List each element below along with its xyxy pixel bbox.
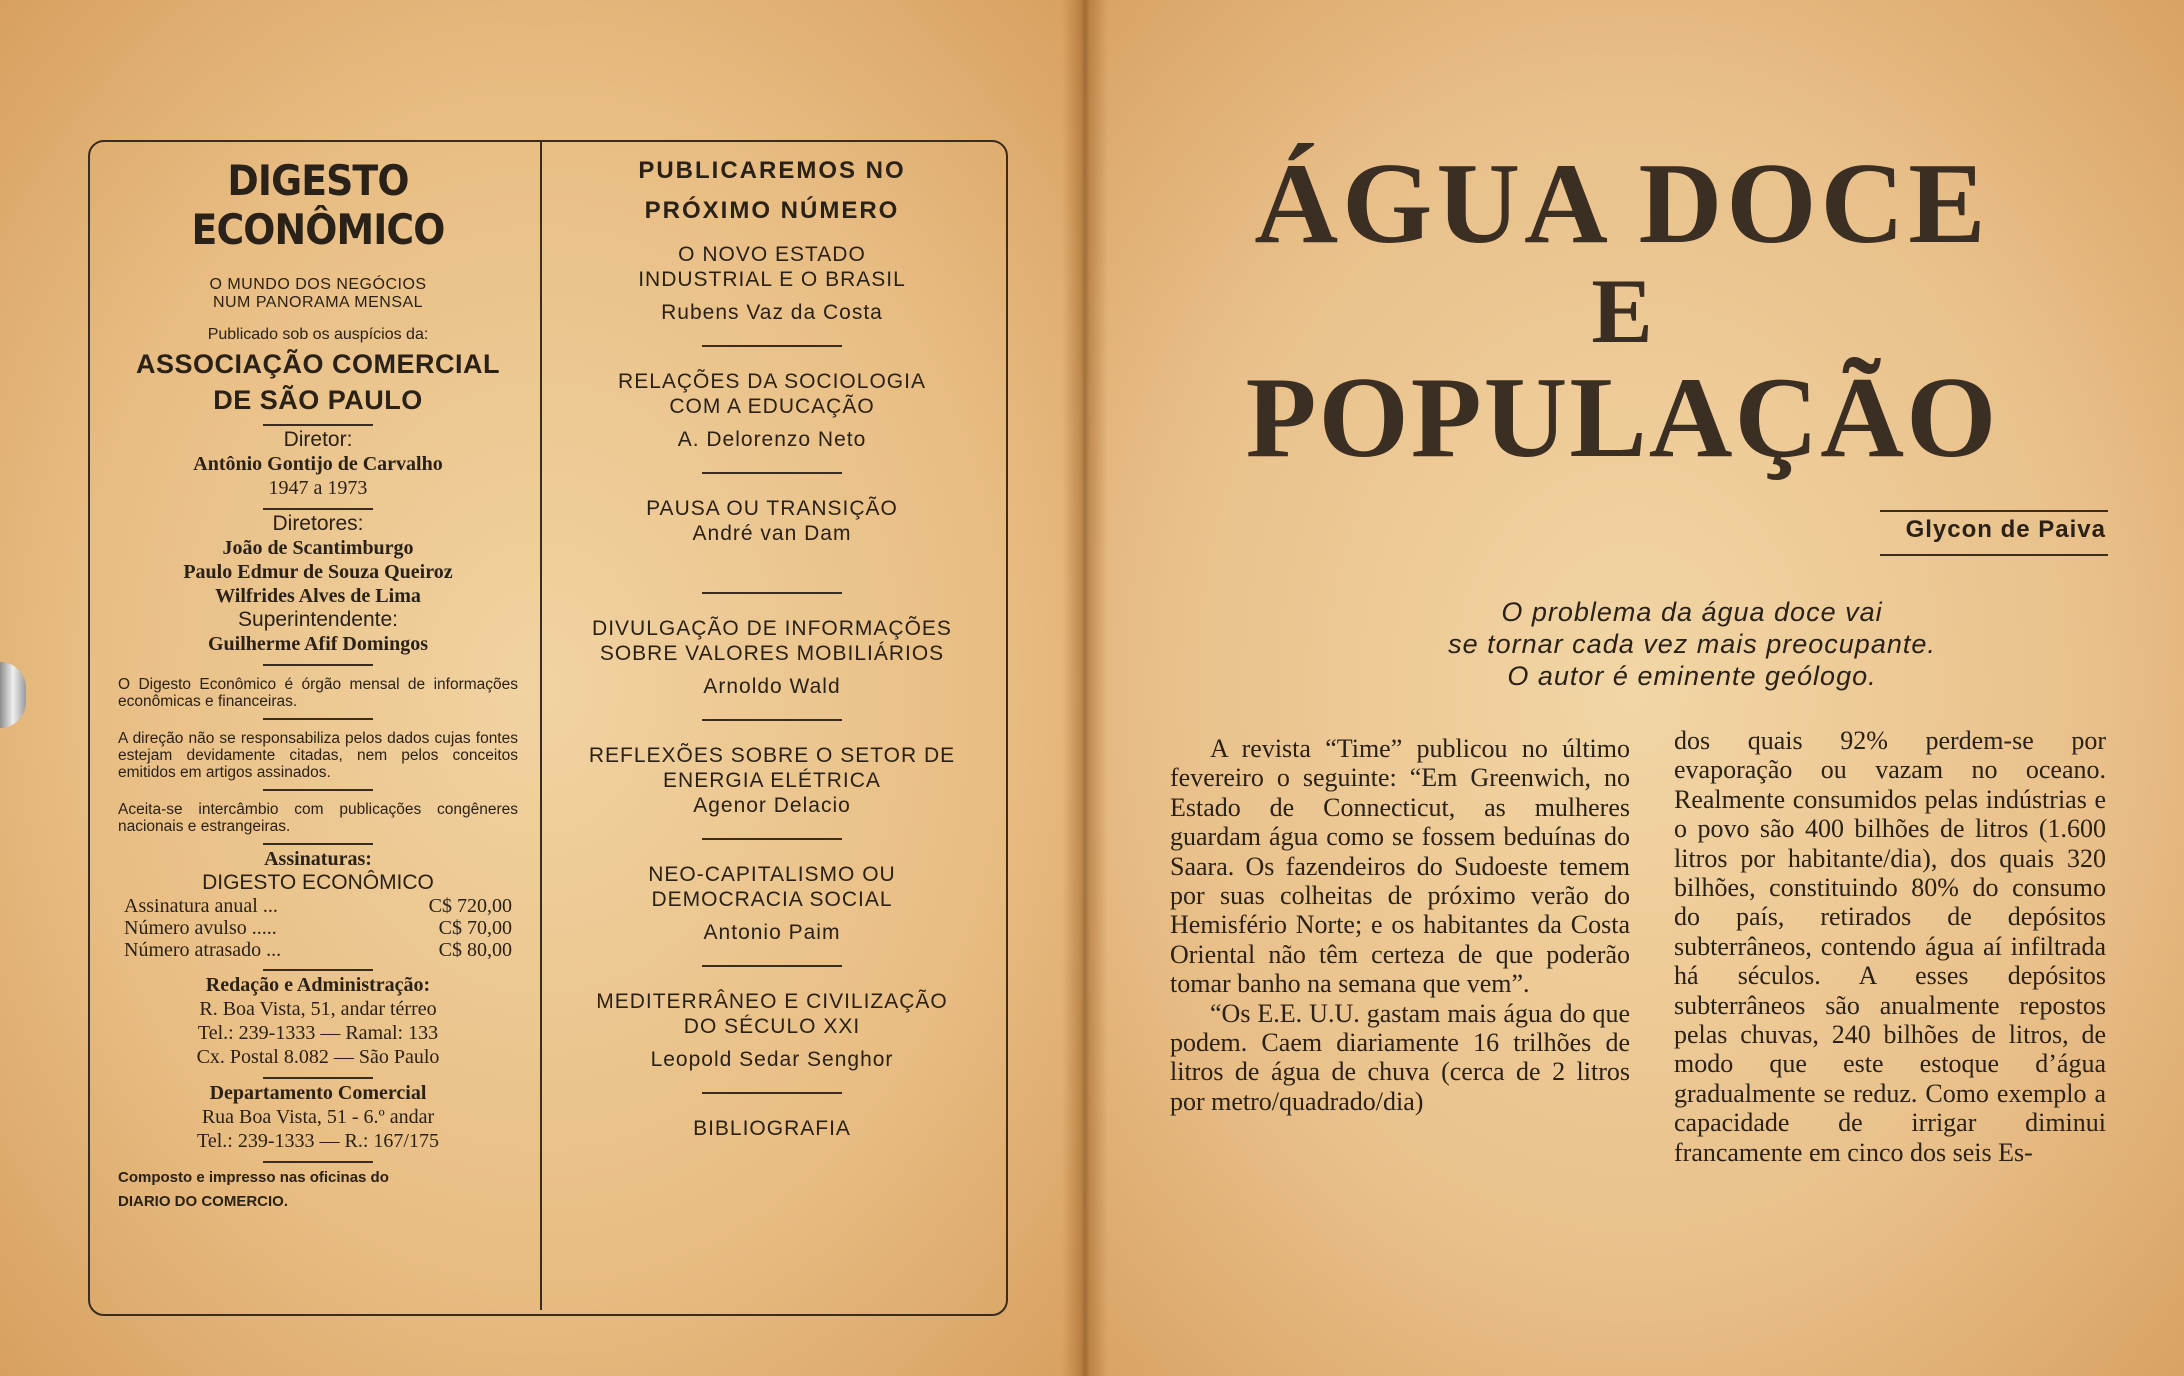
subscription-row (118, 917, 518, 939)
directors-label: Diretores: (272, 512, 364, 535)
article-column-2 (1674, 726, 2106, 1167)
subscription-label: Número avulso ..... (124, 917, 277, 939)
item-title-line-1: RELAÇÕES DA SOCIOLOGIA (618, 370, 926, 393)
director-list-item: João de Scantimburgo (222, 537, 414, 559)
divider (263, 424, 373, 426)
next-issue-heading-2: PRÓXIMO NÚMERO (644, 197, 900, 224)
article-paragraph: “Os E.E. U.U. gastam mais água do que podem. Caem diariamente 16 trilhões de litros de água de chuva (cerca de 2 litros por metro/quadrado/dia) (1170, 998, 1630, 1116)
divider (263, 718, 373, 720)
item-title-line-2: DO SÉCULO XXI (683, 1015, 861, 1038)
byline-rule-bottom (1880, 554, 2108, 556)
note-responsibility: A direção não se responsabiliza pelos dados cujas fontes estejam devidamente citadas, nem pelos conceitos emitidos em artigos assinados. (118, 730, 518, 781)
editorial-phone: Tel.: 239-1333 — Ramal: 133 (197, 1022, 439, 1044)
divider (702, 592, 842, 594)
next-issue-item (556, 242, 988, 325)
item-title-line-2: SOBRE VALORES MOBILIÁRIOS (599, 642, 945, 665)
divider (263, 508, 373, 510)
article-title (1182, 140, 2062, 482)
superintendent-label: Superintendente: (238, 608, 398, 631)
byline-rule-top (1880, 510, 2108, 512)
article-title-line-2: E (1591, 260, 1653, 362)
subscription-price: C$ 70,00 (438, 917, 512, 939)
commercial-phone: Tel.: 239-1333 — R.: 167/175 (197, 1130, 439, 1152)
next-issue-item (556, 616, 988, 699)
director-name: Antônio Gontijo de Carvalho (193, 453, 443, 475)
printer-line-1: Composto e impresso nas oficinas do (118, 1169, 389, 1186)
divider (702, 838, 842, 840)
item-author: A. Delorenzo Neto (677, 428, 867, 451)
commercial-address: Rua Boa Vista, 51 - 6.º andar (201, 1106, 435, 1128)
director-list-item: Wilfrides Alves de Lima (215, 585, 421, 607)
lead-line-3: O autor é eminente geólogo. (1507, 661, 1877, 691)
association-line-1: ASSOCIAÇÃO COMERCIAL (135, 349, 500, 379)
lead-line-2: se tornar cada vez mais preocupante. (1448, 629, 1936, 659)
divider (702, 719, 842, 721)
director-list-item: Paulo Edmur de Souza Queiroz (183, 561, 453, 583)
article-author: Glycon de Paiva (1905, 516, 2106, 543)
subscription-row (118, 895, 518, 917)
divider (263, 843, 373, 845)
binding-gutter (1062, 0, 1108, 1376)
auspices-label: Publicado sob os auspícios da: (207, 326, 429, 343)
article-title-line-1: ÁGUA DOCE (1254, 140, 1990, 268)
subscription-price: C$ 720,00 (428, 895, 512, 917)
next-issue-heading-1: PUBLICAREMOS NO (638, 157, 906, 184)
tagline-line-1: O MUNDO DOS NEGÓCIOS (209, 276, 427, 293)
item-author: Arnoldo Wald (703, 675, 841, 698)
item-title-line-1: MEDITERRÂNEO E CIVILIZAÇÃO (596, 990, 948, 1013)
item-title-line-1: DIVULGAÇÃO DE INFORMAÇÕES (592, 617, 952, 640)
association-line-2: DE SÃO PAULO (213, 385, 423, 415)
article-column-1 (1170, 734, 1630, 1116)
bibliography-label: BIBLIOGRAFIA (693, 1117, 851, 1140)
editorial-label: Redação e Administração: (205, 974, 431, 996)
column-divider (540, 142, 542, 1310)
tagline-line-2: NUM PANORAMA MENSAL (212, 294, 424, 311)
item-author: Leopold Sedar Senghor (650, 1048, 894, 1071)
next-issue-item (556, 743, 988, 818)
item-title-line-1: REFLEXÕES SOBRE O SETOR DE (588, 744, 956, 767)
subscriptions-label: Assinaturas: (264, 848, 372, 870)
divider (702, 965, 842, 967)
divider (702, 345, 842, 347)
editorial-address: R. Boa Vista, 51, andar térreo (199, 998, 437, 1020)
subscriptions-title: DIGESTO ECONÔMICO (202, 871, 434, 894)
subscription-label: Número atrasado ... (124, 939, 282, 961)
editorial-postal-box: Cx. Postal 8.082 — São Paulo (196, 1046, 440, 1068)
divider (263, 969, 373, 971)
item-title-line-1: NEO-CAPITALISMO OU (648, 863, 896, 886)
superintendent-name: Guilherme Afif Domingos (208, 633, 428, 655)
subscription-row (118, 939, 518, 961)
item-author: André van Dam (692, 522, 852, 545)
masthead-title: DIGESTO ECONÔMICO (191, 156, 445, 254)
item-title-line-2: ENERGIA ELÉTRICA (663, 769, 881, 792)
divider (263, 1161, 373, 1163)
divider (263, 1077, 373, 1079)
divider (263, 789, 373, 791)
item-title-line-1: PAUSA OU TRANSIÇÃO (646, 497, 898, 520)
article-paragraph: A revista “Time” publicou no último fevereiro o seguinte: “Em Greenwich, no Estado de Connecticut, as mulheres guardam água como se fossem beduínas do Saara. Os fazendeiros do Sudoeste temem por suas colheitas de próximo verão do Hemisfério Norte; e os habitantes da Costa Oriental não têm certeza de que poderão tomar banho na semana que vem”. (1170, 734, 1630, 999)
item-author: Agenor Delacio (693, 794, 851, 817)
subscription-label: Assinatura anual ... (124, 895, 278, 917)
item-author: Rubens Vaz da Costa (661, 301, 883, 324)
next-issue-item (556, 989, 988, 1072)
next-issue-column (556, 150, 988, 1141)
item-author: Antonio Paim (703, 921, 841, 944)
director-years: 1947 a 1973 (268, 477, 368, 499)
director-label: Diretor: (283, 428, 353, 451)
divider (702, 472, 842, 474)
article-lead (1302, 596, 2082, 692)
next-issue-item (556, 496, 988, 546)
note-organ: O Digesto Econômico é órgão mensal de informações econômicas e financeiras. (118, 676, 518, 710)
item-title-line-2: INDUSTRIAL E O BRASIL (638, 268, 906, 291)
commercial-label: Departamento Comercial (209, 1082, 427, 1104)
article-title-line-3: POPULAÇÃO (1245, 354, 1999, 482)
note-exchange: Aceita-se intercâmbio com publicações congêneres nacionais e estrangeiras. (118, 801, 518, 835)
item-title-line-2: DEMOCRACIA SOCIAL (651, 888, 893, 911)
subscription-price: C$ 80,00 (438, 939, 512, 961)
imprint-column (118, 150, 518, 1211)
item-title-line-1: O NOVO ESTADO (678, 243, 866, 266)
item-title-line-2: COM A EDUCAÇÃO (669, 395, 875, 418)
lead-line-1: O problema da água doce vai (1501, 597, 1883, 627)
article-paragraph: dos quais 92% perdem-se por evaporação ou vazam no oceano. Realmente consumidos pelas indústrias e o povo são 400 bilhões de litros (1.600 litros por habitante/dia), dos quais 320 bilhões, constituindo 80% do consumo do país, retirados de depósitos subterrâneos, contendo água aí infiltrada há séculos. A esses depósitos subterrâneos são anualmente repostos pelas chuvas, 240 bilhões de litros, de modo que este estoque d’água gradualmente se reduz. Como exemplo a capacidade de irrigar diminui francamente em cinco dos seis Es- (1674, 726, 2106, 1167)
printer-line-2: DIARIO DO COMERCIO. (118, 1193, 289, 1210)
divider (263, 664, 373, 666)
next-issue-item (556, 369, 988, 452)
next-issue-item (556, 862, 988, 945)
divider (702, 1092, 842, 1094)
